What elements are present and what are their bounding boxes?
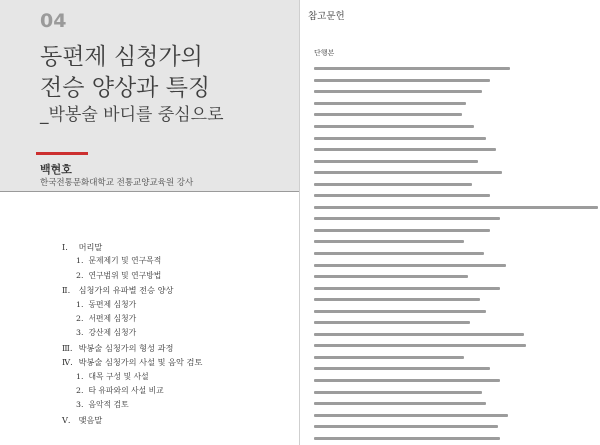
table-of-contents — [62, 240, 299, 427]
reference-entry — [314, 202, 600, 214]
reference-entry — [314, 363, 600, 375]
reference-entry — [314, 271, 600, 283]
toc-subitem: 2. 연구범위 및 연구방법 — [76, 270, 162, 280]
reference-entry — [314, 98, 600, 110]
toc-item: Ⅲ. 박봉술 심청가의 형성 과정 — [62, 342, 174, 353]
toc-subitem: 2. 타 유파와의 사설 비교 — [76, 386, 164, 396]
reference-entry — [314, 409, 600, 421]
toc-subitem: 1. 대목 구성 및 사설 — [76, 371, 149, 381]
toc-item: Ⅰ. 머리말 — [62, 242, 103, 252]
references-heading: 참고문헌 — [308, 11, 345, 22]
references-subheading: 단행본 — [314, 49, 335, 57]
reference-entry — [314, 190, 600, 202]
chapter-subtitle: _박봉술 바디를 중심으로 — [40, 105, 224, 125]
reference-entry — [314, 421, 600, 433]
toc-item: Ⅱ. 심청가의 유파별 전승 양상 — [62, 285, 174, 296]
toc-subitem: 1. 문제제기 및 연구목적 — [76, 256, 162, 266]
reference-entry — [314, 213, 600, 225]
toc-subitem: 3. 강산제 심청가 — [76, 328, 137, 338]
toc-item: Ⅳ. 박봉술 심청가의 사설 및 음악 검토 — [62, 357, 203, 368]
reference-entry — [314, 259, 600, 271]
reference-entry — [314, 398, 600, 410]
reference-entry — [314, 225, 600, 237]
reference-entry — [314, 375, 600, 387]
toc-subitem: 3. 음악적 검토 — [76, 400, 129, 410]
reference-entry — [314, 178, 600, 190]
reference-entry — [314, 121, 600, 133]
table-of-contents-panel — [0, 191, 299, 445]
reference-entry — [314, 63, 600, 75]
reference-entry — [314, 155, 600, 167]
reference-entry — [314, 236, 600, 248]
reference-entry — [314, 167, 600, 179]
chapter-title-line-1: 동편제 심청가의 — [40, 44, 203, 70]
reference-entry — [314, 109, 600, 121]
right-page — [300, 0, 600, 445]
reference-entry — [314, 144, 600, 156]
author-accent-rule — [36, 152, 88, 155]
reference-entry — [314, 248, 600, 260]
reference-entry — [314, 433, 600, 445]
reference-entry — [314, 86, 600, 98]
reference-entry — [314, 282, 600, 294]
reference-entry — [314, 352, 600, 364]
reference-entry — [314, 340, 600, 352]
author-name: 백현호 — [40, 163, 72, 176]
reference-entry — [314, 317, 600, 329]
toc-item: Ⅴ. 맺음말 — [62, 414, 103, 425]
reference-entry — [314, 305, 600, 317]
chapter-title — [40, 42, 299, 104]
author-affiliation: 한국전통문화대학교 전통교양교육원 강사 — [40, 178, 194, 188]
reference-entry — [314, 294, 600, 306]
chapter-title-panel — [0, 0, 299, 191]
toc-subitem: 1. 동편제 심청가 — [76, 299, 137, 309]
reference-entry — [314, 75, 600, 87]
chapter-title-line-2: 전승 양상과 특징 — [40, 75, 211, 101]
toc-subitem: 2. 서편제 심청가 — [76, 314, 137, 324]
reference-entry — [314, 386, 600, 398]
reference-entry — [314, 132, 600, 144]
reference-entry — [314, 329, 600, 341]
reference-list — [314, 63, 600, 445]
chapter-number: 04 — [40, 10, 67, 32]
